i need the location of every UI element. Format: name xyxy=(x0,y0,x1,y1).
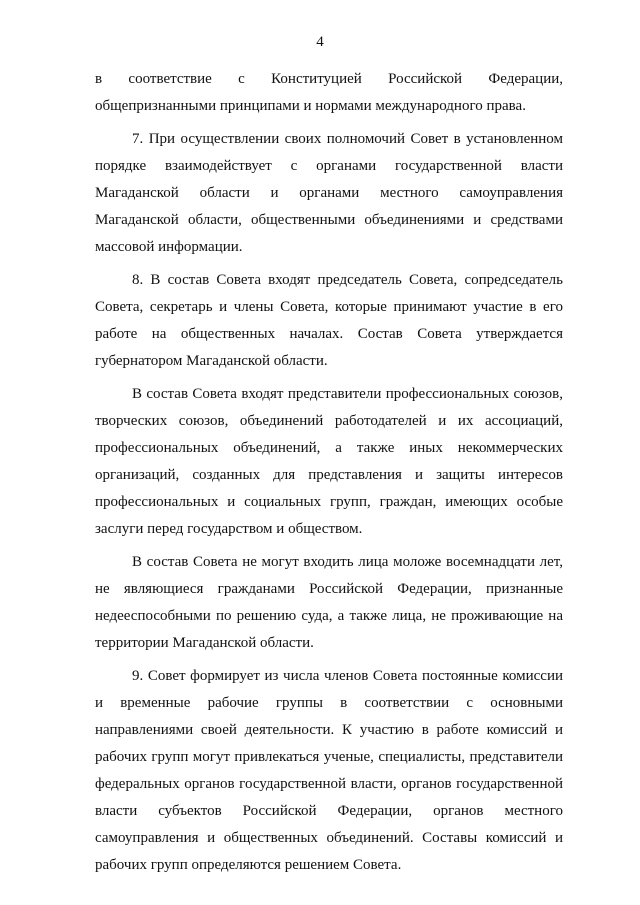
paragraph-9: 9. Совет формирует из числа членов Совета постоянные комиссии и временные рабочие группы в соответствии с основными направлениями своей деятельности. К участию в работе комиссий и рабочих групп могут привлекаться ученые, специалисты, представители федеральных органов государственной власти, органов государственной власти субъектов Российской Федерации, органов местного самоуправления и общественных объединений. Составы комиссий и рабочих групп определяются решением Совета. xyxy=(95,668,563,873)
paragraph-7: 7. При осуществлении своих полномочий Совет в установленном порядке взаимодействует с органами государственной власти Магаданской области и органами местного самоуправления Магаданской области, общественными объединениями и средствами массовой информации. xyxy=(95,131,563,255)
page-number: 4 xyxy=(316,34,324,50)
document-body xyxy=(95,66,563,885)
paragraph-8: 8. В состав Совета входят председатель Совета, сопредседатель Совета, секретарь и члены Совета, которые принимают участие в его работе на общественных началах. Состав Совета утверждается губернатором Магаданской области. xyxy=(95,272,563,369)
paragraph-8-restrictions: В состав Совета не могут входить лица моложе восемнадцати лет, не являющиеся гражданами Российской Федерации, признанные недееспособными по решению суда, а также лица, не проживающие на территории Магаданской области. xyxy=(95,554,563,651)
paragraph-continuation: в соответствие с Конституцией Российской Федерации, общепризнанными принципами и нормами международного права. xyxy=(95,71,563,114)
paragraph-8-members: В состав Совета входят представители профессиональных союзов, творческих союзов, объединений работодателей и их ассоциаций, профессиональных объединений, а также иных некоммерческих организаций, созданных для представления и защиты интересов профессиональных и социальных групп, граждан, имеющих особые заслуги перед государством и обществом. xyxy=(95,386,563,537)
